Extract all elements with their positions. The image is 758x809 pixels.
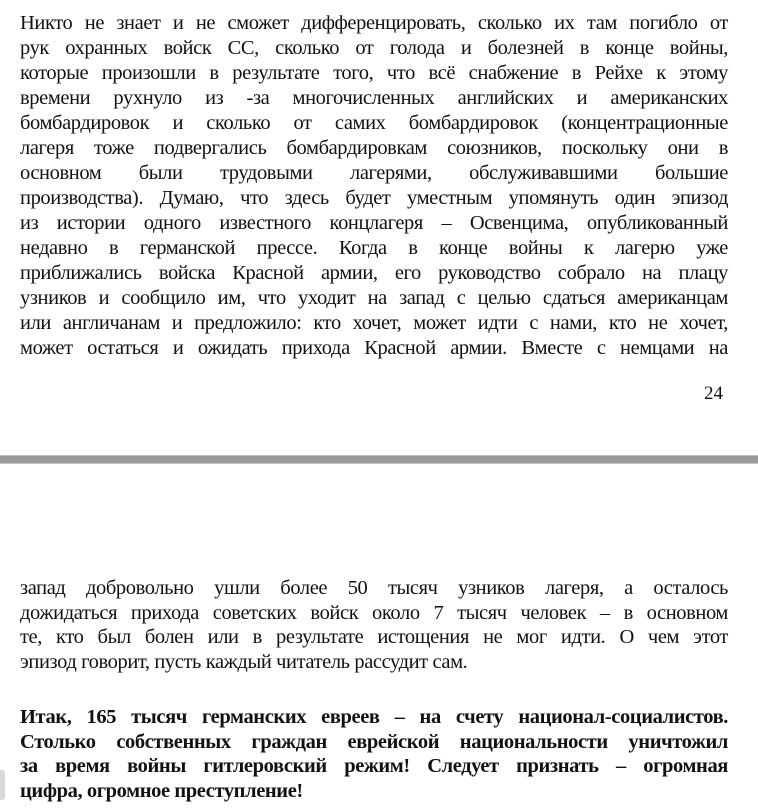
text-line: узников и сообщило им, что уходит на запад с целью сдаться американцам — [20, 287, 728, 309]
side-panel-handle[interactable] — [0, 770, 5, 800]
text-line: дожидаться прихода советских войск около 7 тысяч человек – в основном — [20, 602, 728, 624]
text-line: производства). Думаю, что здесь будет уместным упомянуть один эпизод — [20, 187, 728, 209]
text-line: те, кто был болен или в результате истощения не мог идти. О чем этот — [20, 626, 728, 648]
text-line: недавно в германской прессе. Когда в конце войны к лагерю уже — [20, 237, 728, 259]
bold-text-line: цифра, огромное преступление! — [20, 780, 303, 802]
bold-text-line: Столько собственных граждан еврейской национальности уничтожил — [20, 731, 728, 753]
document-page-25 — [0, 464, 758, 809]
text-line: может остаться и ожидать прихода Красной армии. Вместе с немцами на — [20, 337, 728, 359]
page-separator — [0, 455, 758, 464]
text-line: запад добровольно ушли более 50 тысяч узников лагеря, а осталось — [20, 577, 728, 599]
text-line: эпизод говорит, пусть каждый читатель рассудит сам. — [20, 651, 468, 673]
text-line: рук охранных войск СС, сколько от голода и болезней в конце войны, — [20, 37, 728, 59]
text-line: которые произошли в результате того, что всё снабжение в Рейхе к этому — [20, 62, 728, 84]
bold-text-line: Итак, 165 тысяч германских евреев – на счету национал-социалистов. — [20, 706, 728, 728]
text-line: приближались войска Красной армии, его руководство собрало на плацу — [20, 262, 728, 284]
page-number: 24 — [704, 383, 723, 404]
bold-text-line: за время войны гитлеровский режим! Следует признать – огромная — [20, 755, 728, 777]
text-line: основном были трудовыми лагерями, обслуживавшими большие — [20, 162, 728, 184]
text-line: времени рухнуло из -за многочисленных английских и американских — [20, 87, 728, 109]
text-line: или англичанам и предложило: кто хочет, может идти с нами, кто не хочет, — [20, 312, 728, 334]
text-line: бомбардировок и сколько от самих бомбардировок (концентрационные — [20, 112, 728, 134]
text-line: лагеря тоже подвергались бомбардировкам союзников, поскольку они в — [20, 137, 728, 159]
text-line: Никто не знает и не сможет дифференцировать, сколько их там погибло от — [20, 12, 728, 34]
text-line: из истории одного известного концлагеря – Освенцима, опубликованный — [20, 212, 728, 234]
